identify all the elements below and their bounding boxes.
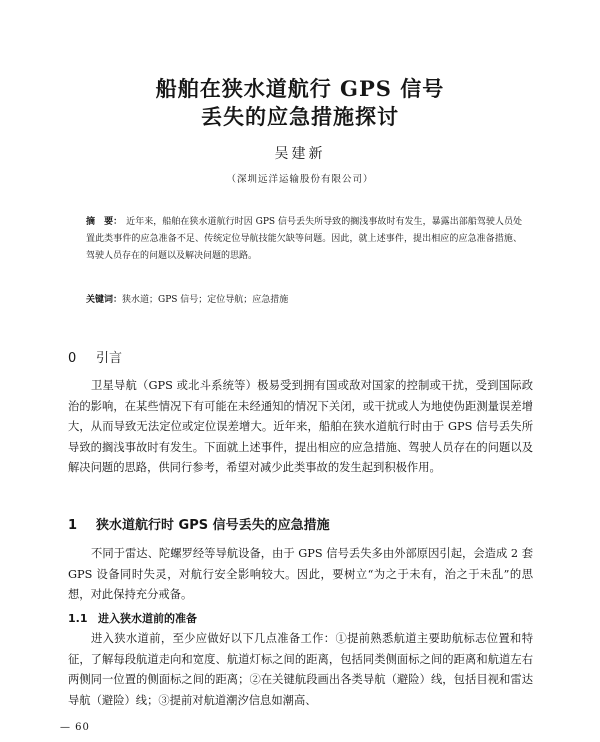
abstract-text: 近年来，船舶在狭水道航行时因 GPS 信号丢失所导致的搁浅事故时有发生，暴露出部船驾驶人员处置此类事件的应急准备不足、传统定位导航技能欠缺等问题。因此，就上述事件，提出相应的应急准备措施、驾驶人员存在的问题以及解决问题的思路。	[86, 217, 522, 261]
page-number: — 60	[60, 722, 90, 733]
section-number: 0	[68, 351, 77, 366]
subsection-heading-1-1	[68, 610, 197, 626]
subsection-1-1-paragraph-1: 进入狭水道前，至少应做好以下几点准备工作：①提前熟悉航道主要助航标志位置和特征，了解每段航道走向和宽度、航道灯标之间的距离，包括同类侧面标之间的距离和航道左右两侧同一位置的侧面标之间的距离；②在关键航段画出各类导航（避险）线，包括目视和雷达导航（避险）线；③提前对航道潮汐信息如潮高、	[68, 632, 533, 707]
section-number: 1	[68, 518, 78, 533]
section-heading-0	[68, 347, 122, 366]
keywords-text: 狭水道；GPS 信号；定位导航；应急措施	[122, 295, 289, 305]
abstract	[86, 214, 522, 265]
section-1-paragraph-1: 不同于雷达、陀螺罗经等导航设备，由于 GPS 信号丢失多由外部原因引起，会造成 2 套 GPS 设备同时失灵，对航行安全影响较大。因此，要树立“为之于未有，治之于未乱”的思想，对此保持充分戒备。	[68, 547, 533, 601]
section-0-paragraph-1: 卫星导航（GPS 或北斗系统等）极易受到拥有国或敌对国家的控制或干扰，受到国际政治的影响，在某些情况下有可能在未经通知的情况下关闭，或干扰或人为地使伪距测量误差增大，从而导致无法定位或定位误差增大。近年来，船舶在狭水道航行时由于 GPS 信号丢失所导致的搁浅事故时有发生。下面就上述事件，提出相应的应急措施、驾驶人员存在的问题以及解决问题的思路，供同行参考，希望对减少此类事故的发生起到积极作用。	[68, 379, 533, 474]
author-name: 吴建新	[274, 146, 326, 162]
paper-title-line2: 丢失的应急措施探讨	[201, 104, 399, 129]
abstract-label: 摘 要：	[86, 217, 123, 227]
subsection-number: 1.1	[68, 612, 88, 625]
keywords-label: 关键词：	[86, 295, 123, 305]
section-title: 狭水道航行时 GPS 信号丢失的应急措施	[96, 518, 330, 533]
section-heading-1	[68, 514, 330, 533]
subsection-title: 进入狭水道前的准备	[98, 612, 197, 625]
paper-title-line1: 船舶在狭水道航行 GPS 信号	[155, 76, 445, 101]
keywords	[86, 292, 522, 305]
author-affiliation: （深圳远洋运输股份有限公司）	[226, 174, 374, 185]
section-title: 引言	[96, 351, 123, 366]
